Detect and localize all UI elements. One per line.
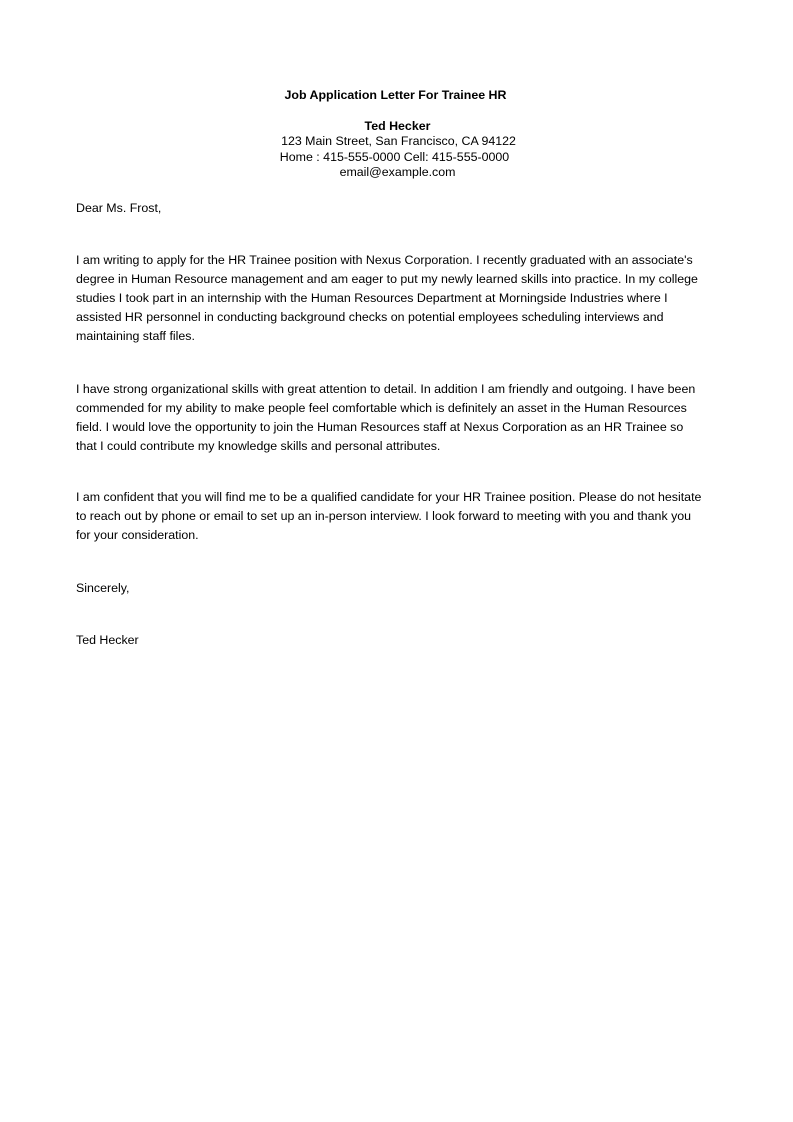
body-paragraph-2 <box>76 380 706 456</box>
sender-name: Ted Hecker <box>364 119 431 133</box>
letter-header <box>0 87 793 181</box>
body-paragraph-3 <box>76 488 706 545</box>
body-paragraph-1 <box>76 251 706 346</box>
sender-email: email@example.com <box>339 165 456 179</box>
signature-name: Ted Hecker <box>76 633 139 647</box>
paragraph-text: I am writing to apply for the HR Trainee position with Nexus Corporation. I recently graduated with an associate's degree in Human Resource management and am eager to put my newly learned skills into practice. In my college studies I took part in an internship with the Human Resources Department at Morningside Industries where I assisted HR personnel in conducting background checks on potential employees scheduling interviews and maintaining staff files. <box>76 253 698 343</box>
sender-address: 123 Main Street, San Francisco, CA 94122 <box>281 134 516 148</box>
salutation: Dear Ms. Frost, <box>76 201 162 215</box>
document-title: Job Application Letter For Trainee HR <box>284 88 507 102</box>
paragraph-text: I have strong organizational skills with great attention to detail. In addition I am friendly and outgoing. I have been commended for my ability to make people feel comfortable which is definitely an asset in the Human Resources field. I would love the opportunity to join the Human Resources staff at Nexus Corporation as an HR Trainee so that I could contribute my knowledge skills and personal attributes. <box>76 382 696 453</box>
closing: Sincerely, <box>76 581 130 595</box>
paragraph-text: I am confident that you will find me to be a qualified candidate for your HR Trainee position. Please do not hesitate to reach out by phone or email to set up an in-person interview. I look forward to meeting with you and thank you for your consideration. <box>76 490 702 542</box>
sender-phone: Home : 415-555-0000 Cell: 415-555-0000 <box>279 149 510 164</box>
